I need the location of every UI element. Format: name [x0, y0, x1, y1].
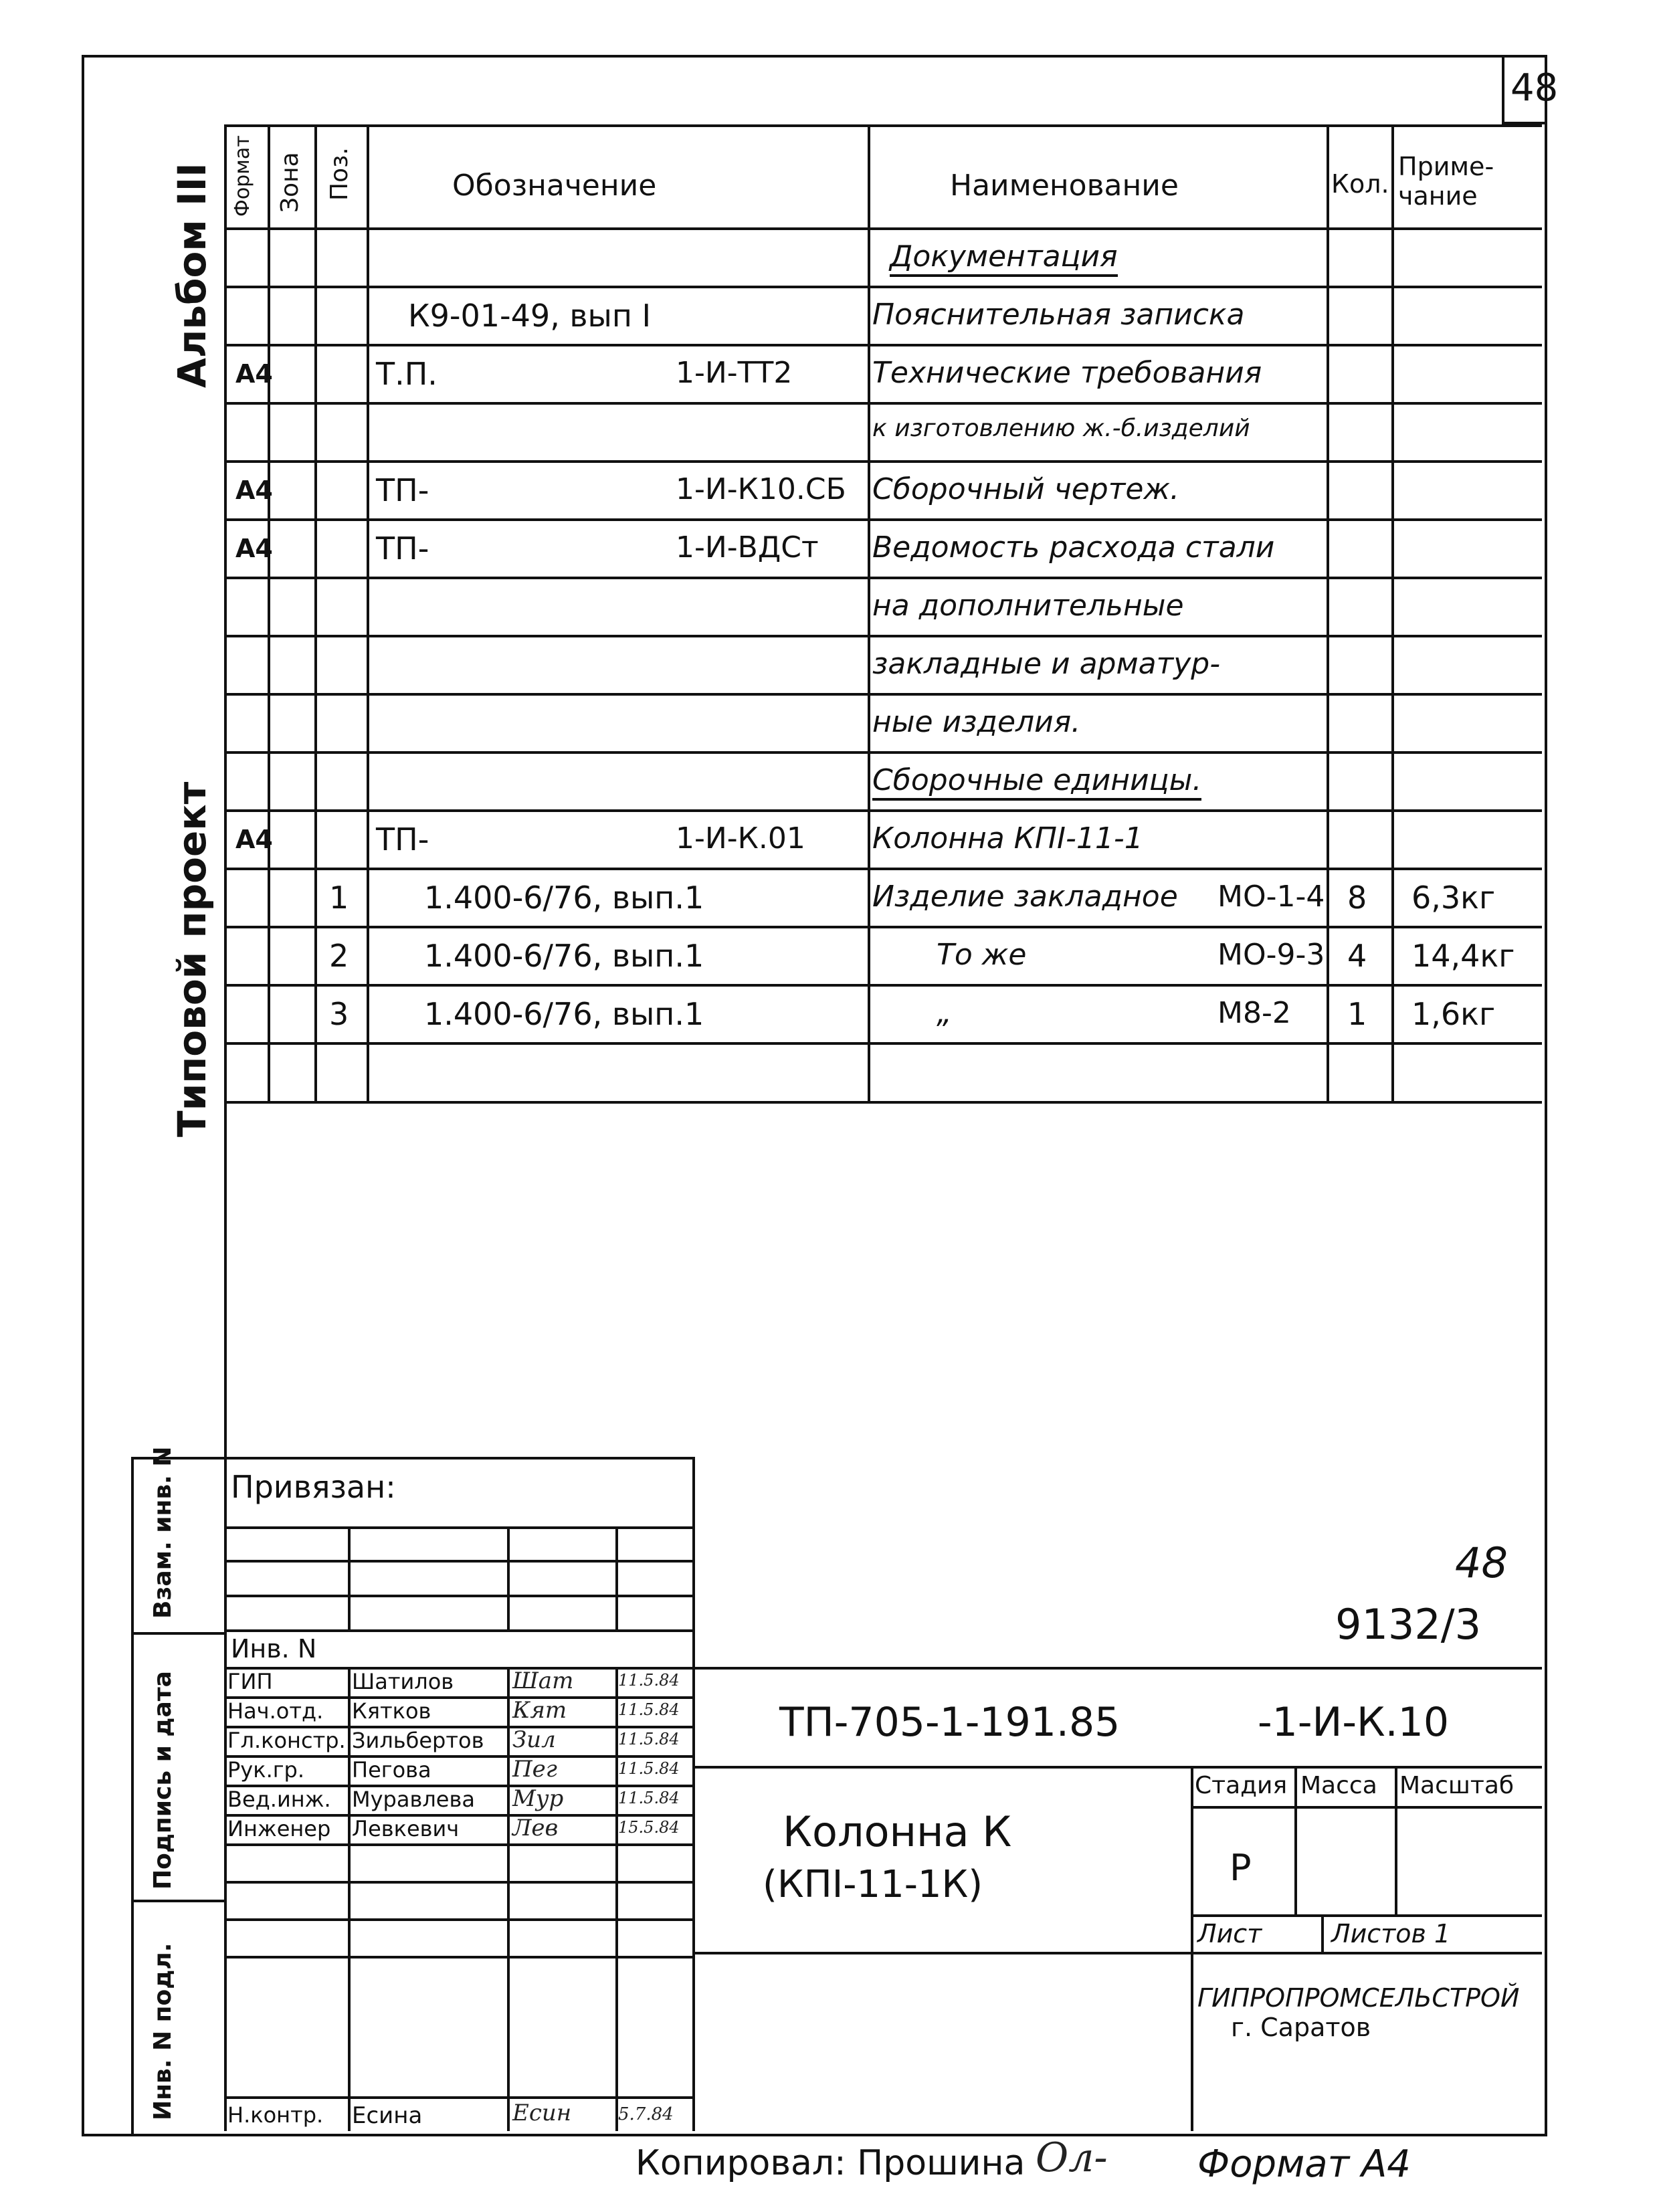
stamp-signature: Мур: [512, 1785, 564, 1812]
grid-line: [348, 1667, 351, 2131]
row-line: [224, 984, 1542, 987]
norm-control-date: 5.7.84: [618, 2104, 674, 2124]
cell-name: ные изделия.: [872, 705, 1081, 739]
cell-designation: ТП-: [376, 821, 429, 858]
cell-pos: 3: [329, 996, 349, 1032]
cell-name: Изделие закладное: [872, 880, 1178, 914]
title-line-1: Колонна К: [783, 1807, 1012, 1856]
stamp-signature: Пег: [512, 1756, 557, 1783]
grid-line: [692, 1766, 1542, 1769]
stamp-role: Гл.констр.: [227, 1728, 346, 1753]
stamp-date: 15.5.84: [618, 1818, 680, 1837]
copied-by: Копировал: Прошина: [636, 2143, 1026, 2183]
row-line: [224, 344, 1542, 346]
cell-name: Документация: [890, 242, 1118, 277]
header-pos: Поз.: [326, 147, 353, 201]
stamp-role: ГИП: [227, 1669, 273, 1694]
cell-name: закладные и арматур-: [872, 647, 1221, 681]
stamp-person: Пегова: [352, 1757, 431, 1783]
header-note: Приме- чание: [1398, 152, 1494, 211]
cell-format: А4: [235, 534, 273, 563]
doc-code-suffix: -1-И-К.10: [1258, 1699, 1450, 1746]
table-header-line: [224, 227, 1542, 230]
stamp-signature: Кят: [512, 1697, 567, 1724]
row-line: [224, 1042, 1542, 1045]
row-line: [224, 809, 1542, 812]
cell-name: Сборочный чертеж.: [872, 472, 1180, 506]
row-line: [224, 402, 1542, 405]
col-line: [367, 124, 369, 1101]
row-line: [224, 286, 1542, 288]
cell-pos: 1: [329, 880, 349, 916]
stamp-date: 11.5.84: [618, 1700, 680, 1719]
stage-label: Стадия: [1195, 1772, 1288, 1799]
grid-line: [1191, 1914, 1542, 1917]
cell-designation-right: 1-И-К.01: [676, 821, 805, 856]
header-name: Наименование: [950, 169, 1179, 203]
grid-line: [224, 1526, 692, 1529]
cell-format: А4: [235, 825, 273, 854]
stamp-signature: Зил: [512, 1726, 556, 1753]
stamp-row-line: [224, 1843, 692, 1846]
org-line-1: ГИПРОПРОМСЕЛЬСТРОЙ: [1197, 1983, 1520, 2013]
stamp-date: 11.5.84: [618, 1730, 680, 1748]
table-top-line: [224, 124, 1542, 127]
sheets-label: Листов 1: [1331, 1919, 1451, 1948]
row-line: [224, 868, 1542, 870]
scale-label: Масштаб: [1399, 1772, 1515, 1799]
grid-line: [1294, 1766, 1297, 1914]
cell-name: к изготовлению ж.-б.изделий: [872, 415, 1250, 442]
row-line: [224, 577, 1542, 579]
stamp-role: Нач.отд.: [227, 1698, 324, 1724]
grid-line: [1191, 1952, 1542, 1954]
row-line: [224, 635, 1542, 637]
title-line-2: (КПI-11-1К): [763, 1863, 983, 1906]
cell-designation-right: 1-И-ТТ2: [676, 356, 793, 390]
cell-format: А4: [235, 476, 273, 505]
stamp-role: Рук.гр.: [227, 1757, 305, 1783]
side-cell-original: Инв. N подл.: [149, 1942, 177, 2120]
cell-qty: 8: [1347, 880, 1367, 916]
grid-line: [224, 1595, 692, 1597]
stamp-person: Шатилов: [352, 1669, 454, 1694]
grid-line: [348, 1526, 351, 1629]
cell-name-right: М8-2: [1217, 996, 1291, 1030]
stamp-row-line: [224, 1956, 692, 1958]
grid-line: [224, 1629, 692, 1632]
cell-name: Колонна КПI-11-1: [872, 821, 1143, 856]
grid-line: [1191, 1766, 1193, 2131]
cell-format: А4: [235, 359, 273, 389]
stamp-role: Вед.инж.: [227, 1787, 331, 1812]
stamp-person: Зильбертов: [352, 1728, 484, 1753]
grid-line: [507, 1526, 510, 1629]
side-cell-line: [131, 1632, 224, 1635]
cell-name-right: МО-9-3: [1217, 938, 1325, 972]
privyazan-right-line: [692, 1457, 695, 2131]
cell-designation: ТП-: [376, 530, 429, 567]
header-qty: Кол.: [1331, 169, 1389, 199]
mass-label: Масса: [1300, 1772, 1377, 1799]
cell-name: То же: [937, 938, 1027, 972]
inv-label: Инв. N: [231, 1634, 317, 1664]
cell-note: 6,3кг: [1411, 880, 1496, 916]
grid-line: [1321, 1914, 1324, 1952]
sheet-ref-bottom: 9132/3: [1335, 1600, 1482, 1649]
cell-designation-right: 1-И-ВДСт: [676, 530, 819, 565]
col-line: [268, 124, 270, 1101]
project-label: Типовой проект: [169, 781, 215, 1137]
norm-control-signature: Есин: [512, 2100, 572, 2126]
stamp-row-line: [224, 1881, 692, 1884]
copied-signature: Ол-: [1036, 2134, 1108, 2181]
privyazan-top-line: [224, 1457, 692, 1460]
grid-line: [507, 1667, 510, 2131]
stamp-signature: Шат: [512, 1668, 574, 1694]
cell-name: на дополнительные: [872, 589, 1184, 623]
side-cell-line: [131, 1900, 224, 1902]
grid-line: [692, 1952, 1191, 1954]
cell-qty: 4: [1347, 938, 1367, 974]
cell-name: Пояснительная записка: [872, 298, 1245, 332]
col-line: [868, 124, 870, 1101]
side-cells-frame: [131, 1457, 227, 2136]
side-cell-signature: Подпись и дата: [149, 1671, 177, 1890]
cell-designation: 1.400-6/76, вып.1: [424, 996, 704, 1032]
org-line-2: г. Саратов: [1231, 2013, 1371, 2042]
grid-line: [615, 1526, 618, 1629]
stamp-person: Кятков: [352, 1698, 431, 1724]
row-line: [224, 926, 1542, 928]
stamp-person: Левкевич: [352, 1816, 460, 1841]
row-line: [224, 460, 1542, 463]
col-line: [314, 124, 317, 1101]
stamp-date: 11.5.84: [618, 1671, 680, 1690]
cell-designation: 1.400-6/76, вып.1: [424, 880, 704, 916]
cell-designation: К9-01-49, вып I: [408, 298, 652, 334]
grid-line: [1395, 1766, 1397, 1914]
format-label: Формат А4: [1197, 2142, 1411, 2186]
side-cell-replace: Взам. инв. N: [149, 1446, 177, 1619]
sheet-label: Лист: [1197, 1919, 1262, 1948]
cell-designation: 1.400-6/76, вып.1: [424, 938, 704, 974]
sheet-ref-top: 48: [1455, 1538, 1508, 1587]
header-designation: Обозначение: [452, 169, 657, 203]
doc-code: ТП-705-1-191.85: [779, 1699, 1120, 1746]
cell-name: Ведомость расхода стали: [872, 530, 1275, 565]
stamp-date: 11.5.84: [618, 1759, 680, 1778]
row-line: [224, 518, 1542, 521]
cell-designation-right: 1-И-К10.СБ: [676, 472, 846, 506]
stamp-role: Инженер: [227, 1816, 331, 1841]
grid-line: [1191, 1806, 1542, 1809]
stamp-date: 11.5.84: [618, 1789, 680, 1807]
cell-designation: ТП-: [376, 472, 429, 508]
cell-name: „: [937, 996, 952, 1030]
col-line: [1327, 124, 1329, 1101]
cell-name: Технические требования: [872, 356, 1262, 390]
privyazan-label: Привязан:: [231, 1469, 396, 1505]
stamp-person: Муравлева: [352, 1787, 475, 1812]
stamp-row-line: [224, 2096, 692, 2099]
row-line: [224, 751, 1542, 754]
header-zone: Зона: [276, 152, 304, 213]
page-number: 48: [1510, 66, 1559, 110]
cell-name-right: МО-1-4: [1217, 880, 1325, 914]
cell-qty: 1: [1347, 996, 1367, 1032]
cell-pos: 2: [329, 938, 349, 974]
grid-line: [224, 1560, 692, 1563]
stamp-signature: Лев: [512, 1815, 559, 1841]
album-label: Альбом III: [169, 163, 215, 388]
norm-control-role: Н.контр.: [227, 2102, 324, 2128]
cell-note: 1,6кг: [1411, 996, 1496, 1032]
stage-value: Р: [1230, 1847, 1252, 1889]
row-line: [224, 693, 1542, 696]
stamp-row-line: [224, 1918, 692, 1921]
cell-note: 14,4кг: [1411, 938, 1515, 974]
norm-control-name: Есина: [352, 2102, 423, 2129]
header-format: Формат: [231, 135, 254, 217]
cell-name: Сборочные единицы.: [872, 766, 1201, 801]
cell-designation: Т.П.: [376, 356, 437, 392]
col-line: [1391, 124, 1394, 1101]
table-bottom-line: [224, 1101, 1542, 1104]
